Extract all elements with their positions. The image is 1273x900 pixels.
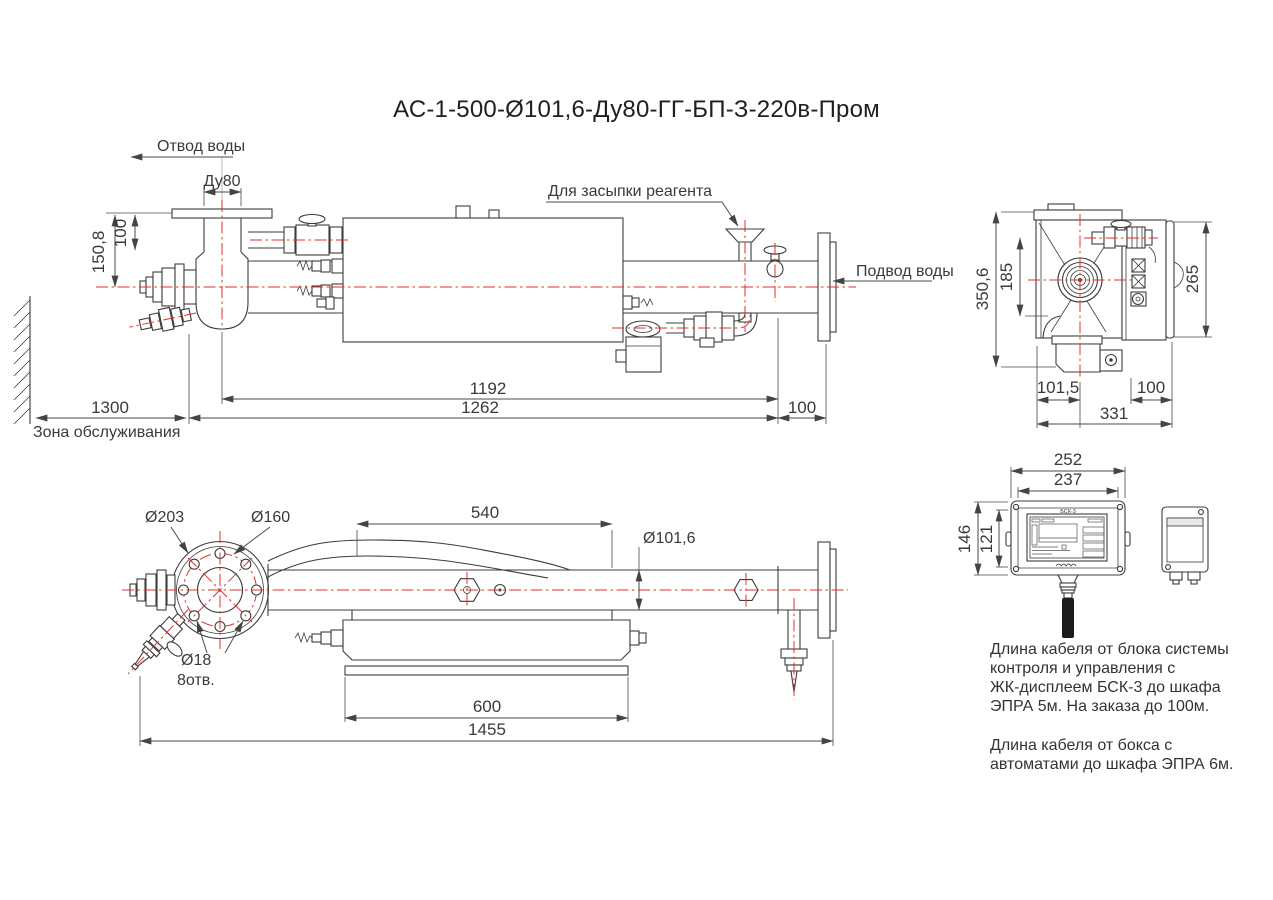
- dim-265: 265: [1183, 264, 1202, 294]
- dim-540: 540: [470, 503, 500, 522]
- dim-600: 600: [472, 697, 502, 716]
- outlet-callout: [131, 138, 245, 204]
- cable-connector: [297, 259, 343, 309]
- side-view: [973, 204, 1212, 428]
- inlet-label: Подвод воды: [856, 263, 954, 280]
- d101-6-label: Ø101,6: [643, 530, 696, 547]
- dim-100v-label: 100: [111, 218, 130, 248]
- d18-label: Ø18: [181, 652, 212, 669]
- top-view: [14, 138, 954, 441]
- bottom-view: [121, 503, 848, 746]
- d203-label: Ø203: [145, 509, 185, 526]
- dim-331: 331: [1099, 404, 1129, 423]
- dim-1455: 1455: [468, 720, 506, 739]
- drawing-title: АС-1-500-Ø101,6-Ду80-ГГ-БП-З-220в-Пром: [393, 96, 880, 123]
- dim-237: 237: [1053, 470, 1083, 489]
- note-cable-panel: Длина кабеля от блока системы контроля и управления с ЖК-дисплеем БСК-3 до шкафа ЭПРА 5м. На заказа до 100м.: [990, 641, 1229, 715]
- outlet-label: Отвод воды: [157, 138, 246, 155]
- panel-model-label: БСК-3: [1060, 509, 1076, 515]
- panel-detail: [955, 450, 1130, 638]
- holes-label: 8отв.: [177, 672, 215, 689]
- inlet-callout: [833, 263, 954, 281]
- reagent-label: Для засыпки реагента: [548, 183, 713, 200]
- outlet-pipe-valve: [248, 215, 342, 256]
- dim-146: 146: [955, 524, 974, 554]
- d160-label: Ø160: [251, 509, 291, 526]
- dim-150-8-label: 150,8: [89, 230, 108, 274]
- service-zone-label: Зона обслуживания: [33, 424, 181, 441]
- breaker-box: [1162, 507, 1208, 584]
- notes-block: [990, 640, 1252, 774]
- dim-185: 185: [997, 262, 1016, 292]
- electronics-box: [297, 206, 653, 342]
- dim-350-6: 350,6: [973, 267, 992, 311]
- dim-1262: 1262: [461, 398, 499, 417]
- dim-252: 252: [1053, 450, 1083, 469]
- dim-101-5: 101,5: [1036, 378, 1080, 397]
- ballast-box: [295, 610, 646, 675]
- panel-cable: [1058, 575, 1078, 638]
- chamber-drain-valve: [127, 302, 198, 338]
- dim-1192: 1192: [469, 379, 507, 398]
- dim-121: 121: [977, 524, 996, 554]
- solenoid-valve-assembly: [612, 312, 757, 372]
- note-cable-box: Длина кабеля от бокса с автоматами до шкафа ЭПРА 6м.: [990, 737, 1234, 773]
- cable-connector-right: [623, 296, 653, 309]
- du80-label: Ду80: [203, 173, 241, 190]
- dim-1300: 1300: [91, 398, 129, 417]
- dim-100r: 100: [787, 398, 817, 417]
- wall-hatch: [14, 296, 30, 424]
- plan-flange-drain: [781, 542, 836, 700]
- dim-100s: 100: [1136, 378, 1166, 397]
